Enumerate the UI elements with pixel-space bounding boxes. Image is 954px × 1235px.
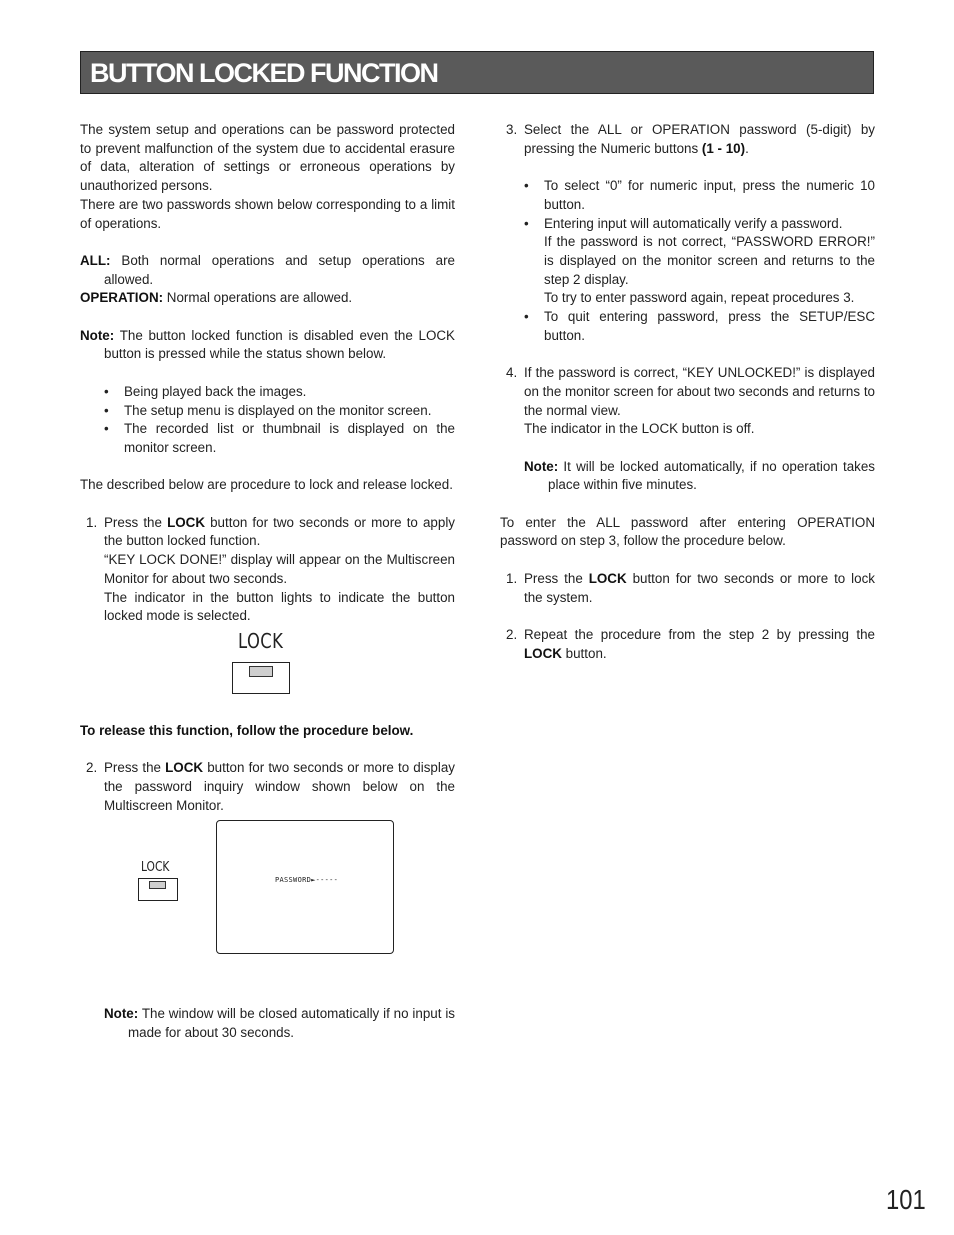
lock-button-illustration: [138, 878, 178, 901]
lock-button-figure: [80, 626, 455, 722]
indicator-led-icon: [249, 666, 273, 677]
list-item: • Entering input will automatically verify a password. If the password is not correct, “PASSWORD ERROR!” is displayed on the monitor screen and returns to the step 2 display. To try to enter password again, repeat procedures 3.: [524, 215, 875, 306]
all-definition: ALL: Both normal operations and setup operations are allowed.: [80, 252, 455, 287]
list-item: • The setup menu is displayed on the monitor screen.: [104, 402, 432, 418]
list-item: • To select “0” for numeric input, press the numeric 10 button.: [524, 178, 875, 212]
note-window-close: Note: The window will be closed automatically if no input is made for about 30 seconds.: [104, 1006, 455, 1041]
list-item: • The recorded list or thumbnail is displayed on the monitor screen.: [104, 421, 455, 455]
list-item: • To quit entering password, press the SETUP/ESC button.: [524, 309, 875, 343]
note-disabled: Note: The button locked function is disabled even the LOCK button is pressed while the status shown below.: [80, 327, 455, 362]
right-column: [500, 121, 875, 663]
enter-all-intro: To enter the ALL password after entering OPERATION password on step 3, follow the procedure below.: [500, 514, 875, 549]
lock-label: LOCK: [141, 860, 170, 876]
step-2: 2. Press the LOCK button for two seconds or more to display the password inquiry window shown below on the Multiscreen Monitor.: [86, 760, 455, 813]
sub-step-1: 1. Press the LOCK button for two seconds or more to lock the system.: [506, 570, 875, 605]
left-column: [80, 121, 455, 1043]
monitor-screen: [216, 820, 394, 954]
list-item: • Being played back the images.: [104, 383, 307, 399]
lock-label: LOCK: [238, 628, 284, 653]
intro-paragraph: The system setup and operations can be password protected to prevent malfunction of the system due to accidental erasure of data, alteration of settings or erroneous operations by unauthorized persons.: [80, 122, 455, 194]
sub-step-2: 2. Repeat the procedure from the step 2 by pressing the LOCK button.: [506, 626, 875, 661]
intro-paragraph-2: There are two passwords shown below corresponding to a limit of operations.: [80, 196, 455, 231]
page-title: BUTTON LOCKED FUNCTION: [90, 58, 438, 88]
title-bar: [80, 51, 874, 94]
operation-definition: OPERATION: Normal operations are allowed.: [80, 290, 353, 306]
page-number: 101: [886, 1184, 926, 1215]
step-1: 1. Press the LOCK button for two seconds or more to apply the button locked function. “KEY LOCK DONE!” display will appear on the Multiscreen Monitor for about two seconds. The indicator in the button lights to indicate the button locked mode is selected.: [86, 514, 455, 624]
step-3: 3. Select the ALL or OPERATION password (5-digit) by pressing the Numeric buttons (1 - 10).: [506, 122, 875, 156]
release-heading: To release this function, follow the procedure below.: [80, 722, 414, 738]
procedure-intro: The described below are procedure to lock and release locked.: [80, 477, 453, 493]
lock-button-illustration: [232, 662, 290, 694]
indicator-led-icon: [149, 881, 166, 889]
note-auto-lock: Note: It will be locked automatically, if no operation takes place within five minutes.: [524, 458, 875, 493]
step-4: 4. If the password is correct, “KEY UNLOCKED!” is displayed on the monitor screen for about two seconds and returns to the normal view. The indicator in the LOCK button is off.: [506, 365, 875, 437]
password-prompt: PASSWORD►-----: [275, 876, 339, 885]
password-window-figure: [80, 815, 455, 1005]
